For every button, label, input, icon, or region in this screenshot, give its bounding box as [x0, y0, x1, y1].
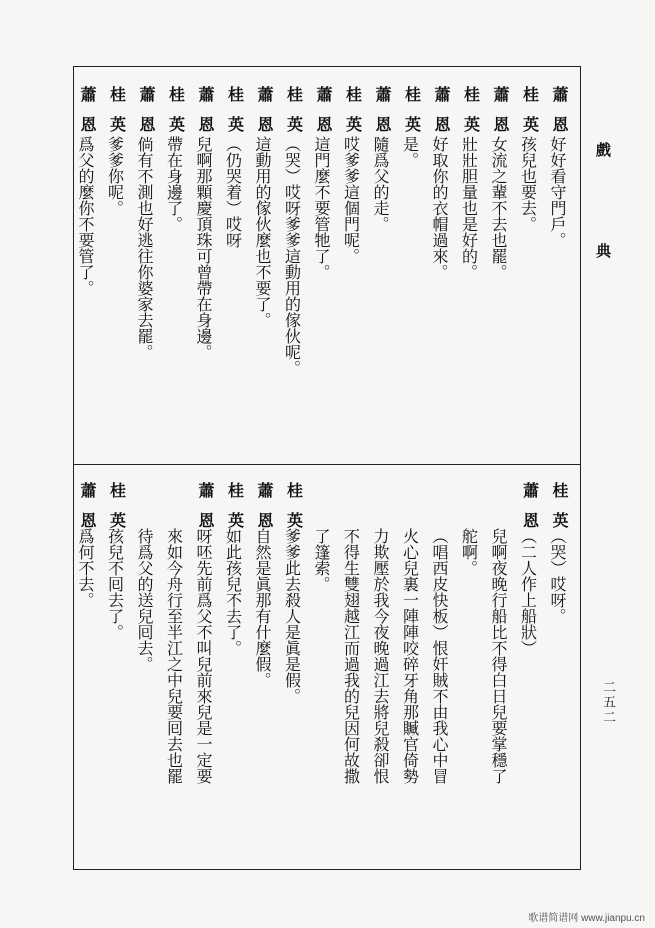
dialogue-line: （哭）哎呀爹爹這動用的傢伙呢。: [282, 136, 302, 376]
speaker-name: 蕭恩: [432, 86, 451, 146]
dialogue-line: 爹爹此去殺人是眞是假。: [282, 528, 302, 704]
speaker-name: 桂英: [520, 86, 540, 146]
dialogue-line: 孩兒也要去。: [518, 136, 538, 232]
dialogue-line: 呀呸先前爲父不叫兒前來兒是一定要: [194, 528, 213, 784]
dialogue-line: 哎爹爹這個門呢。: [341, 136, 361, 264]
speaker-name: 蕭恩: [520, 482, 540, 542]
dialogue-line: 這門麼不要管牠了。: [312, 136, 331, 280]
speaker-name: 桂英: [461, 86, 481, 146]
dialogue-line: 爲何不去。: [76, 528, 95, 608]
dialogue-line: 兒啊那顆慶頂珠可曾帶在身邊。: [194, 136, 213, 360]
speaker-name: 蕭恩: [373, 86, 392, 146]
dialogue-line: 爹爹你呢。: [105, 136, 125, 216]
dialogue-line: 自然是眞那有什麼假。: [253, 528, 272, 688]
dialogue-line: 女流之輩不去也罷。: [489, 136, 508, 280]
dialogue-line: （二人作上船狀）: [518, 528, 538, 656]
dialogue-line: 孩兒不囘去了。: [105, 528, 125, 640]
dialogue-line: 這動用的傢伙麼也不要了。: [253, 136, 272, 328]
dialogue-line: （哭）哎呀。: [548, 528, 567, 624]
dialogue-line: 了篷索。: [312, 528, 331, 592]
dialogue-line: 好好看守門戶。: [548, 136, 567, 248]
speaker-name: 桂英: [107, 482, 127, 542]
dialogue-line: 不得生雙翅越江而過我的兒因何故撒: [341, 528, 361, 784]
dialogue-line: （仍哭着）哎呀: [223, 136, 243, 248]
dialogue-line: 隨爲父的走。: [371, 136, 390, 232]
dialogue-line: 火心兒裏一陣陣咬碎牙角那贓官倚勢: [400, 528, 420, 784]
speaker-name: 桂英: [402, 86, 422, 146]
dialogue-line: 來如今舟行至半江之中兒要囘去也罷: [164, 528, 184, 784]
speaker-name: 蕭恩: [137, 86, 156, 146]
speaker-name: 蕭恩: [78, 482, 97, 542]
dialogue-line: 爲父的麼你不要管了。: [76, 136, 95, 296]
dialogue-line: 如此孩兒不去了。: [223, 528, 243, 656]
speaker-name: 蕭恩: [314, 86, 333, 146]
dialogue-line: 帶在身邊了。: [164, 136, 184, 232]
speaker-name: 桂英: [343, 86, 363, 146]
speaker-name: 桂英: [166, 86, 186, 146]
speaker-name: 蕭恩: [196, 86, 215, 146]
speaker-name: 桂英: [225, 482, 245, 542]
speaker-name: 蕭恩: [255, 86, 274, 146]
section-divider: [73, 464, 581, 465]
speaker-name: 桂英: [284, 86, 304, 146]
dialogue-line: 倘有不測也好逃往你婆家去罷。: [135, 136, 154, 360]
book-title: 戲典: [594, 142, 612, 344]
dialogue-line: （唱西皮快板）恨奸賊不由我心中冒: [430, 528, 449, 784]
speaker-name: 桂英: [107, 86, 127, 146]
dialogue-line: 力欺壓於我今夜晚過江去將兒殺卻恨: [371, 528, 390, 784]
dialogue-line: 壯壯胆量也是好的。: [459, 136, 479, 280]
dialogue-line: 好取你的衣帽過來。: [430, 136, 449, 280]
dialogue-line: 待爲父的送兒囘去。: [135, 528, 154, 672]
speaker-name: 蕭恩: [196, 482, 215, 542]
speaker-name: 蕭恩: [78, 86, 97, 146]
dialogue-line: 兒啊夜晚行船比不得白日兒要掌穩了: [489, 528, 508, 784]
speaker-name: 桂英: [550, 482, 569, 542]
speaker-name: 桂英: [225, 86, 245, 146]
page-number: 二五二: [600, 680, 615, 725]
speaker-name: 桂英: [284, 482, 304, 542]
dialogue-line: 是。: [400, 136, 420, 168]
speaker-name: 蕭恩: [255, 482, 274, 542]
dialogue-line: 舵啊。: [459, 528, 479, 576]
speaker-name: 蕭恩: [550, 86, 569, 146]
watermark: 歌谱简谱网 www.jianpu.cn: [528, 913, 645, 924]
speaker-name: 蕭恩: [491, 86, 510, 146]
